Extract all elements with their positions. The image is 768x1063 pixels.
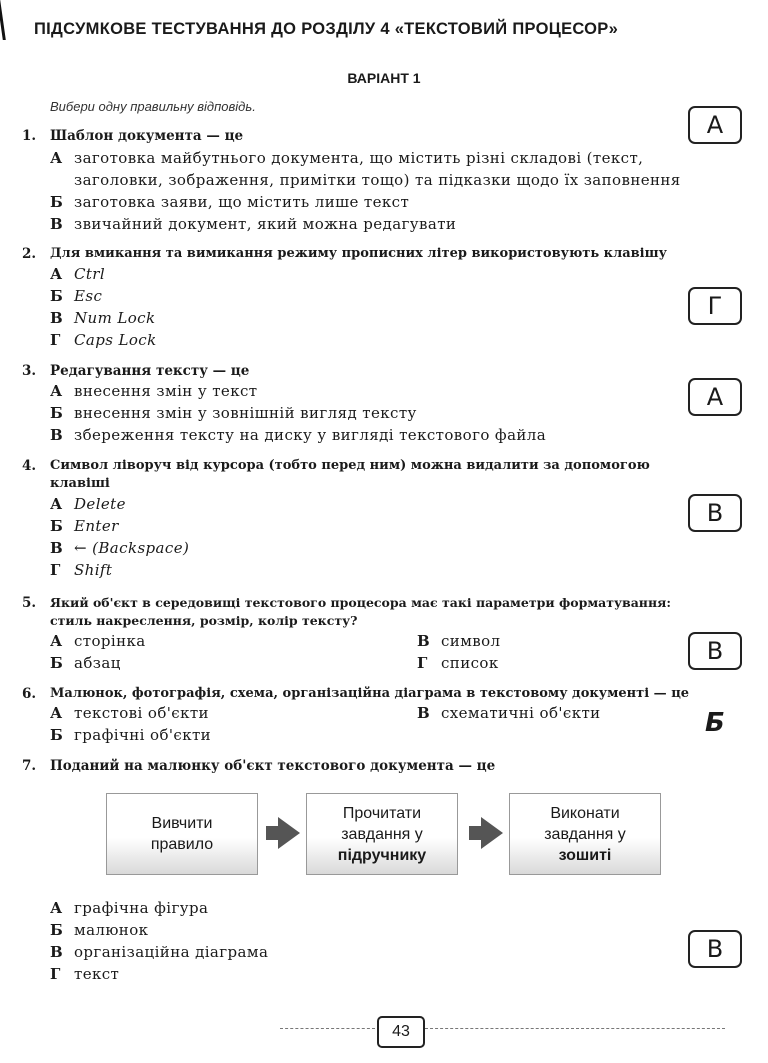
option-d: Г текст xyxy=(50,965,120,983)
page-title: ПІДСУМКОВЕ ТЕСТУВАННЯ ДО РОЗДІЛУ 4 «ТЕКСТОВИЙ ПРОЦЕСОР» xyxy=(34,20,619,38)
question-number: 7. xyxy=(22,758,37,774)
answer-box-3: А xyxy=(688,378,742,416)
question-text-line-1: Який об'єкт в середовищі текстового процесора має такі параметри форматування: xyxy=(50,595,671,610)
option-a: А Delete xyxy=(50,495,126,513)
answer-box-1: А xyxy=(688,106,742,144)
option-b: Б абзац xyxy=(50,654,121,672)
question-number: 1. xyxy=(22,128,37,144)
answer-box-2: Г xyxy=(688,287,742,325)
option-b: Б Esc xyxy=(50,287,103,305)
question-text: Поданий на малюнку об'єкт текстового документа — це xyxy=(50,758,496,774)
arrow-right-icon xyxy=(278,817,300,849)
option-a-line-2: заголовки, зображення, примітки тощо) та підказки щодо їх заповнення xyxy=(74,171,681,189)
option-a: А текстові об'єкти xyxy=(50,704,209,722)
diagram-box-3: Виконати завдання у зошиті xyxy=(509,793,661,875)
question-text-line-1: Символ ліворуч від курсора (тобто перед ним) можна видалити за допомогою xyxy=(50,458,650,473)
option-b: Б внесення змін у зовнішній вигляд тексту xyxy=(50,404,417,422)
question-text-line-2: стиль накреслення, розмір, колір тексту? xyxy=(50,613,358,628)
answer-box-5: В xyxy=(688,632,742,670)
page-number: 43 xyxy=(377,1016,425,1048)
footer-rule-right xyxy=(425,1028,725,1029)
option-d: Г список xyxy=(417,654,499,672)
option-d: Г Caps Lock xyxy=(50,331,157,349)
question-text: Шаблон документа — це xyxy=(50,128,244,144)
question-number: 3. xyxy=(22,363,37,379)
option-d: Г Shift xyxy=(50,561,113,579)
question-number: 2. xyxy=(22,246,37,262)
option-a: А заготовка майбутнього документа, що містить різні складові (текст, xyxy=(50,149,644,167)
org-diagram xyxy=(106,793,656,877)
question-text: Для вмикання та вимикання режиму прописних літер використовують клавішу xyxy=(50,246,667,261)
option-c: В звичайний документ, який можна редагувати xyxy=(50,215,457,233)
question-text: Редагування тексту — це xyxy=(50,363,250,379)
option-a: А сторінка xyxy=(50,632,146,650)
question-number: 6. xyxy=(22,686,37,702)
option-b: Б малюнок xyxy=(50,921,149,939)
instruction: Вибери одну правильну відповідь. xyxy=(50,99,256,114)
option-c: В символ xyxy=(417,632,501,650)
footer-rule-left xyxy=(280,1028,375,1029)
option-c: В збереження тексту на диску у вигляді текстового файла xyxy=(50,426,547,444)
option-c: В організаційна діаграма xyxy=(50,943,269,961)
option-c: В ← (Backspace) xyxy=(50,539,190,557)
page-edge-mark xyxy=(0,0,14,40)
option-b: Б заготовка заяви, що містить лише текст xyxy=(50,193,410,211)
question-number: 4. xyxy=(22,458,37,474)
option-a: А внесення змін у текст xyxy=(50,382,258,400)
option-c: В Num Lock xyxy=(50,309,156,327)
diagram-box-1: Вивчити правило xyxy=(106,793,258,875)
question-number: 5. xyxy=(22,595,37,611)
option-b: Б графічні об'єкти xyxy=(50,726,212,744)
question-text-line-2: клавіші xyxy=(50,476,110,491)
handwritten-answer-6: Б xyxy=(705,708,725,738)
option-b: Б Enter xyxy=(50,517,119,535)
variant-heading: ВАРІАНТ 1 xyxy=(347,70,421,86)
arrow-right-icon xyxy=(481,817,503,849)
option-a: А графічна фігура xyxy=(50,899,209,917)
question-text: Малюнок, фотографія, схема, організаційна діаграма в текстовому документі — це xyxy=(50,686,690,701)
answer-box-4: В xyxy=(688,494,742,532)
answer-box-7: В xyxy=(688,930,742,968)
diagram-box-2: Прочитати завдання у підручнику xyxy=(306,793,458,875)
option-c: В схематичні об'єкти xyxy=(417,704,601,722)
option-a: А Ctrl xyxy=(50,265,106,283)
